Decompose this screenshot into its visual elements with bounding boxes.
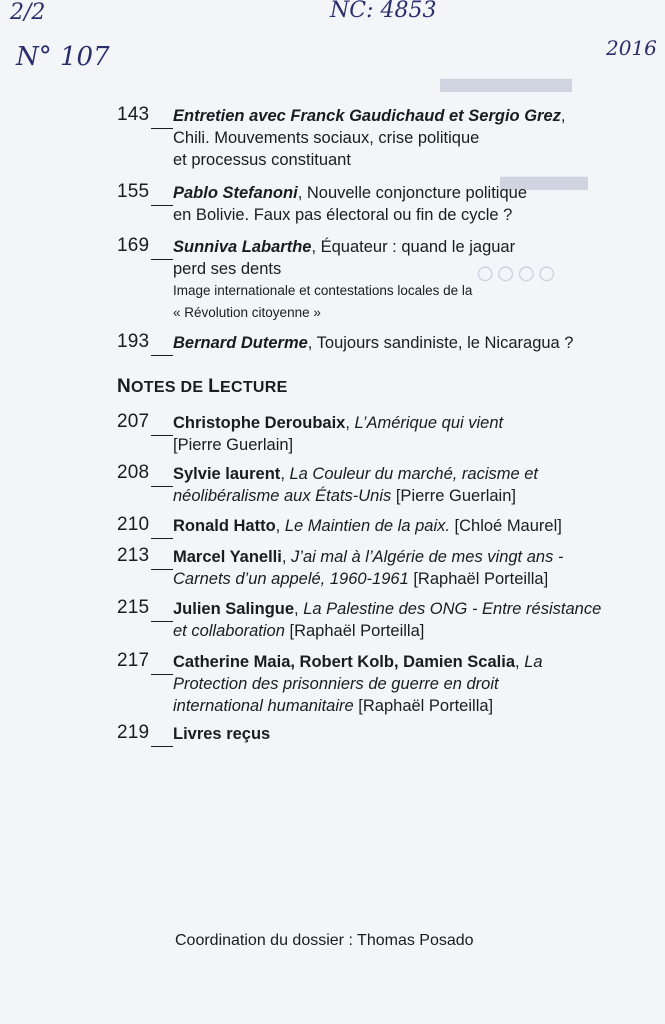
entry-title: , Nouvelle conjoncture politique <box>297 184 527 202</box>
entry-text <box>173 332 613 354</box>
leader-rule <box>151 538 173 539</box>
entry-text <box>173 105 613 171</box>
section-heading-initial: L <box>208 376 221 397</box>
section-heading-initial: N <box>117 376 132 397</box>
reviewer: [Chloé Maurel] <box>449 517 562 535</box>
review-text <box>173 723 613 745</box>
review-separator: , <box>275 517 285 535</box>
page-number: 193 <box>117 331 150 352</box>
bleed-through-decoration: ▬▬▬ <box>440 53 572 102</box>
leader-rule <box>151 128 173 129</box>
review-book-title: La Palestine des ONG - Entre résistance <box>303 600 602 618</box>
entry-title: , Toujours sandiniste, le Nicaragua ? <box>307 334 574 352</box>
review-book-title-line: Carnets d’un appelé, 1960-1961 <box>173 570 409 588</box>
entry-text <box>173 182 613 226</box>
leader-rule <box>151 486 173 487</box>
entry-author: Entretien avec Franck Gaudichaud et Sergio Grez <box>173 107 561 125</box>
review-author: Catherine Maia, Robert Kolb, Damien Scalia <box>173 653 516 671</box>
entry-author: Pablo Stefanoni <box>173 184 298 202</box>
review-separator: , <box>281 548 292 566</box>
page-number: 217 <box>117 650 150 671</box>
page-number: 207 <box>117 411 150 432</box>
review-separator: , <box>280 465 290 483</box>
review-author: Julien Salingue <box>173 600 295 618</box>
review-book-title-line: et collaboration <box>173 622 285 640</box>
review-book-title-line: Protection des prisonniers de guerre en droit <box>173 675 499 693</box>
review-author: Ronald Hatto <box>173 517 276 535</box>
handwritten-annotation-year: 2016 <box>606 36 657 60</box>
entry-title-line: en Bolivie. Faux pas électoral ou fin de cycle ? <box>173 206 513 224</box>
reviewer: [Raphaël Porteilla] <box>353 697 494 715</box>
bleed-through-decoration: ○○○○ <box>475 255 558 292</box>
review-book-title-line: international humanitaire <box>173 697 354 715</box>
page-number: 215 <box>117 597 150 618</box>
leader-rule <box>151 259 173 260</box>
review-book-title: Le Maintien de la paix. <box>284 517 450 535</box>
review-book-title-line: néolibéralisme aux États-Unis <box>173 487 392 505</box>
page-number: 143 <box>117 104 150 125</box>
page-number: 155 <box>117 181 150 202</box>
entry-title-line: Chili. Mouvements sociaux, crise politique <box>173 129 480 147</box>
review-text <box>173 463 613 507</box>
entry-subtitle: Image internationale et contestations locales de la <box>173 283 473 298</box>
page-number: 213 <box>117 545 150 566</box>
review-book-title: La <box>524 653 543 671</box>
page-number: 169 <box>117 235 150 256</box>
section-heading-part: OTES DE <box>131 379 209 396</box>
review-author: Christophe Deroubaix <box>173 414 346 432</box>
review-text <box>173 546 613 590</box>
leader-rule <box>151 355 173 356</box>
handwritten-annotation-issue-number: N° 107 <box>16 42 110 72</box>
reviewer: [Pierre Guerlain] <box>391 487 516 505</box>
review-book-title: J’ai mal à l’Algérie de mes vingt ans - <box>291 548 564 566</box>
page-number: 208 <box>117 462 150 483</box>
review-book-title: La Couleur du marché, racisme et <box>289 465 539 483</box>
entry-author: Sunniva Labarthe <box>173 238 312 256</box>
review-text <box>173 598 613 642</box>
review-separator: , <box>515 653 525 671</box>
leader-rule <box>151 621 173 622</box>
section-heading <box>117 376 288 398</box>
entry-separator: , <box>560 107 566 125</box>
leader-rule <box>151 205 173 206</box>
review-author: Sylvie laurent <box>173 465 281 483</box>
handwritten-annotation-call-number: NC: 4853 <box>330 0 437 23</box>
page-number: 210 <box>117 514 150 535</box>
reviewer: [Pierre Guerlain] <box>173 436 294 454</box>
section-heading-part: ECTURE <box>220 379 288 396</box>
review-author: Marcel Yanelli <box>173 548 282 566</box>
entry-subtitle: « Révolution citoyenne » <box>173 305 321 320</box>
leader-rule <box>151 674 173 675</box>
reviewer: [Raphaël Porteilla] <box>408 570 549 588</box>
leader-rule <box>151 746 173 747</box>
leader-rule <box>151 435 173 436</box>
reviewer: [Raphaël Porteilla] <box>284 622 425 640</box>
review-separator: , <box>294 600 304 618</box>
review-text <box>173 412 613 456</box>
bleed-through-decoration: ▬▬ <box>500 151 588 200</box>
entry-author: Bernard Duterme <box>173 334 308 352</box>
entry-title-line: et processus constituant <box>173 151 351 169</box>
review-text <box>173 515 613 537</box>
leader-rule <box>151 569 173 570</box>
entry-text <box>173 236 613 324</box>
page-number: 219 <box>117 722 150 743</box>
entry-title: , Équateur : quand le jaguar <box>311 238 516 256</box>
books-received-label: Livres reçus <box>173 725 271 743</box>
dossier-coordination: Coordination du dossier : Thomas Posado <box>175 932 474 949</box>
review-book-title: L’Amérique qui vient <box>354 414 504 432</box>
review-text <box>173 651 613 717</box>
handwritten-annotation-top-left: 2/2 <box>10 0 46 25</box>
entry-title-line: perd ses dents <box>173 260 282 278</box>
review-separator: , <box>345 414 355 432</box>
